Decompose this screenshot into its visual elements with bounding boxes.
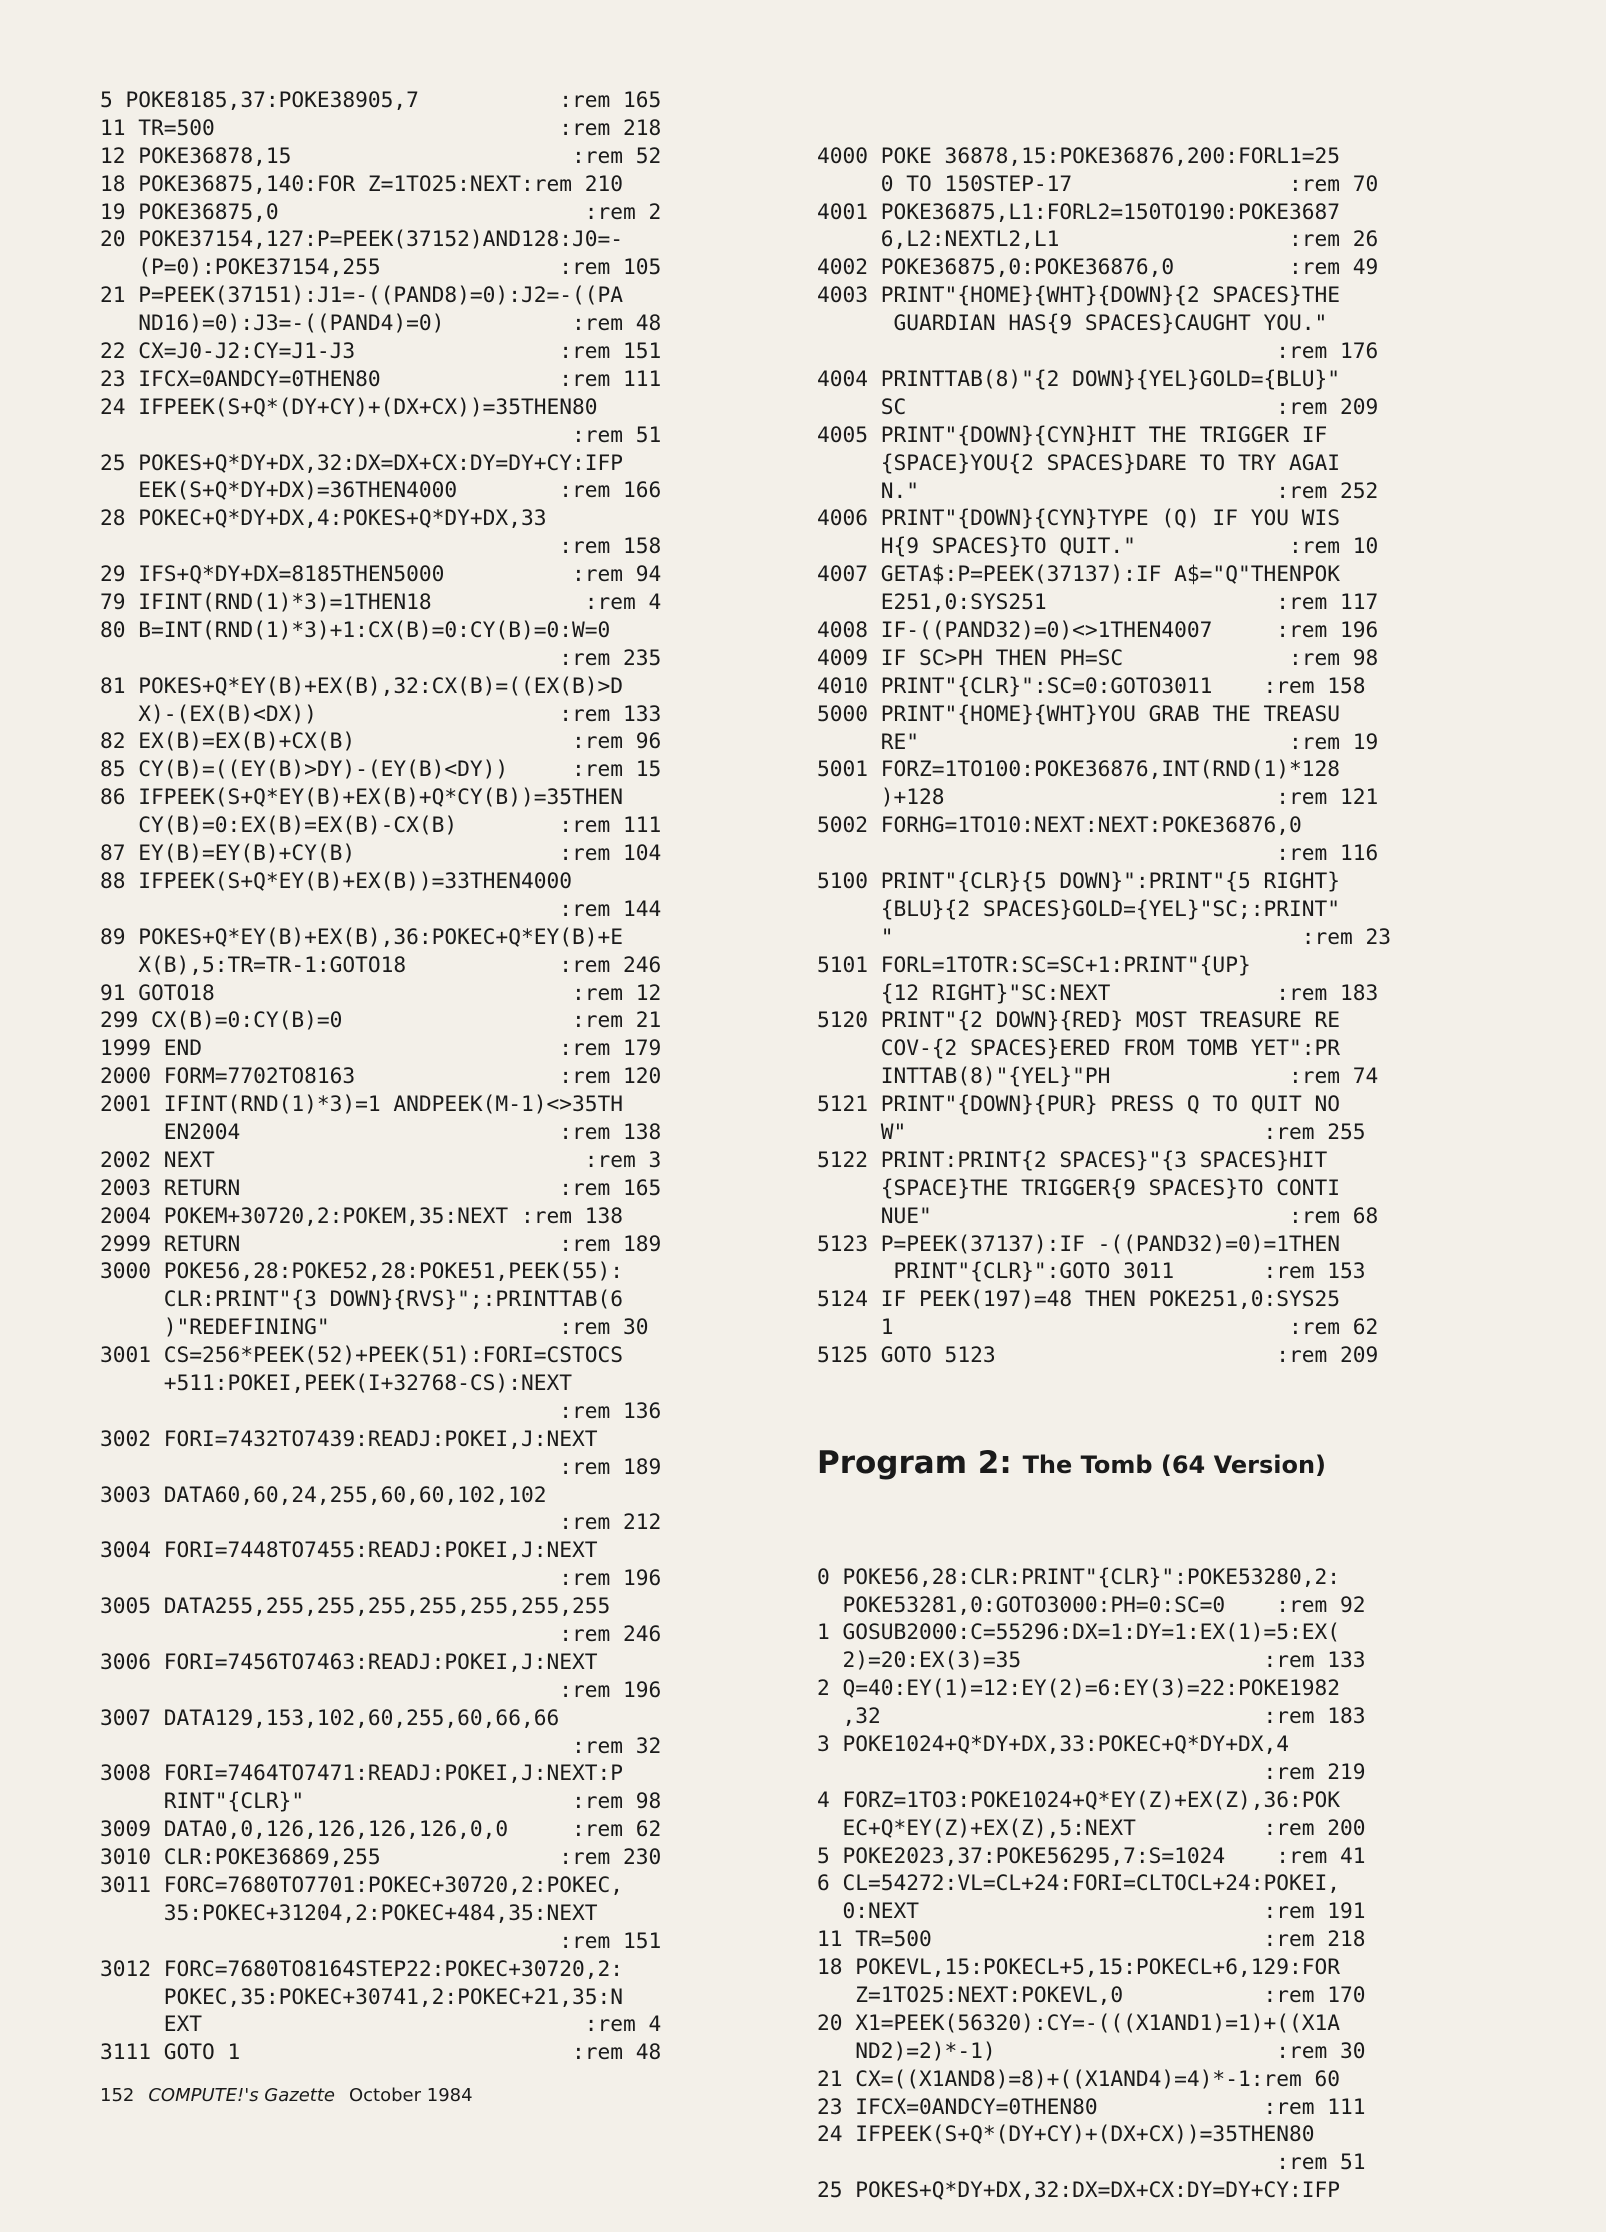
code-line: 5125 GOTO 5123 :rem 209: [817, 1342, 1379, 1368]
program-heading: [817, 1435, 1507, 1491]
code-line: 80 B=INT(RND(1)*3)+1:CX(B)=0:CY(B)=0:W=0: [100, 616, 611, 642]
code-line: )+128 :rem 121: [817, 784, 1379, 810]
magazine-name: COMPUTE!'s Gazette: [148, 2085, 335, 2106]
code-line: 24 IFPEEK(S+Q*(DY+CY)+(DX+CX))=35THEN80: [817, 2121, 1315, 2147]
code-line: 5 POKE8185,37:POKE38905,7 :rem 165: [100, 87, 662, 112]
code-line: 2999 RETURN :rem 189: [100, 1230, 662, 1256]
program-heading-main: Program 2:: [817, 1444, 1023, 1481]
code-line: 4000 POKE 36878,15:POKE36876,200:FORL1=25: [817, 142, 1340, 168]
code-line: INTTAB(8)"{YEL}"PH :rem 74: [817, 1063, 1379, 1089]
code-line: {SPACE}THE TRIGGER{9 SPACES}TO CONTI: [817, 1174, 1340, 1200]
code-line: 5101 FORL=1TOTR:SC=SC+1:PRINT"{UP}: [817, 951, 1251, 977]
code-line: :rem 144: [100, 895, 662, 921]
code-line: 4005 PRINT"{DOWN}{CYN}HIT THE TRIGGER IF: [817, 421, 1328, 447]
code-line: SC :rem 209: [817, 393, 1379, 419]
code-line: 3000 POKE56,28:POKE52,28:POKE51,PEEK(55):: [100, 1258, 623, 1284]
code-line: :rem 51: [817, 2149, 1366, 2175]
code-line: 5 POKE2023,37:POKE56295,7:S=1024 :rem 41: [817, 1842, 1366, 1868]
code-line: 3001 CS=256*PEEK(52)+PEEK(51):FORI=CSTOCS: [100, 1342, 623, 1368]
code-line: 0 POKE56,28:CLR:PRINT"{CLR}":POKE53280,2:: [817, 1563, 1340, 1589]
code-line: CLR:PRINT"{3 DOWN}{RVS}";:PRINTTAB(6: [100, 1286, 623, 1312]
code-line: :rem 196: [100, 1676, 662, 1702]
code-line: 87 EY(B)=EY(B)+CY(B) :rem 104: [100, 840, 662, 866]
code-line: X)-(EX(B)<DX)) :rem 133: [100, 700, 662, 726]
page-number: 152: [100, 2085, 135, 2106]
listing-right-top: [817, 142, 1507, 1369]
code-line: " :rem 23: [817, 923, 1392, 949]
code-line: 2001 IFINT(RND(1)*3)=1 ANDPEEK(M-1)<>35TH: [100, 1091, 623, 1117]
code-line: 2000 FORM=7702TO8163 :rem 120: [100, 1063, 662, 1089]
code-line: :rem 219: [817, 1758, 1366, 1784]
code-line: 2)=20:EX(3)=35 :rem 133: [817, 1647, 1366, 1673]
code-line: NUE" :rem 68: [817, 1202, 1379, 1228]
code-line: 5120 PRINT"{2 DOWN}{RED} MOST TREASURE RE: [817, 1007, 1340, 1033]
code-line: EN2004 :rem 138: [100, 1118, 662, 1144]
code-line: 4 FORZ=1TO3:POKE1024+Q*EY(Z)+EX(Z),36:POK: [817, 1786, 1340, 1812]
code-line: 4002 POKE36875,0:POKE36876,0 :rem 49: [817, 254, 1379, 280]
code-line: :rem 51: [100, 421, 662, 447]
code-line: 23 IFCX=0ANDCY=0THEN80 :rem 111: [817, 2093, 1366, 2119]
code-line: 6,L2:NEXTL2,L1 :rem 26: [817, 226, 1379, 252]
code-line: 299 CX(B)=0:CY(B)=0 :rem 21: [100, 1007, 662, 1033]
code-line: 5001 FORZ=1TO100:POKE36876,INT(RND(1)*128: [817, 756, 1340, 782]
code-line: 18 POKE36875,140:FOR Z=1TO25:NEXT:rem 210: [100, 170, 623, 196]
listing-left-column: [100, 86, 800, 2066]
code-line: 19 POKE36875,0 :rem 2: [100, 198, 662, 224]
issue-date: October 1984: [348, 2085, 473, 2106]
code-line: N." :rem 252: [817, 477, 1379, 503]
code-line: CY(B)=0:EX(B)=EX(B)-CX(B) :rem 111: [100, 812, 662, 838]
code-line: :rem 196: [100, 1565, 662, 1591]
code-line: 11 TR=500 :rem 218: [817, 1926, 1366, 1952]
code-line: 4004 PRINTTAB(8)"{2 DOWN}{YEL}GOLD={BLU}": [817, 365, 1340, 391]
listing-right-column: [817, 86, 1507, 2232]
code-line: :rem 189: [100, 1453, 662, 1479]
code-line: 28 POKEC+Q*DY+DX,4:POKES+Q*DY+DX,33: [100, 505, 547, 531]
code-line: :rem 151: [100, 1927, 662, 1953]
code-line: 4006 PRINT"{DOWN}{CYN}TYPE (Q) IF YOU WIS: [817, 505, 1340, 531]
code-line: 5000 PRINT"{HOME}{WHT}YOU GRAB THE TREASU: [817, 700, 1340, 726]
code-line: )"REDEFINING" :rem 30: [100, 1314, 649, 1340]
code-line: 2003 RETURN :rem 165: [100, 1174, 662, 1200]
code-line: {BLU}{2 SPACES}GOLD={YEL}"SC;:PRINT": [817, 895, 1340, 921]
code-line: 23 IFCX=0ANDCY=0THEN80 :rem 111: [100, 365, 662, 391]
code-line: 3011 FORC=7680TO7701:POKEC+30720,2:POKEC,: [100, 1872, 623, 1897]
code-line: {SPACE}YOU{2 SPACES}DARE TO TRY AGAI: [817, 449, 1340, 475]
code-line: E251,0:SYS251 :rem 117: [817, 589, 1379, 615]
code-line: 5121 PRINT"{DOWN}{PUR} PRESS Q TO QUIT NO: [817, 1091, 1340, 1117]
code-line: 3111 GOTO 1 :rem 48: [100, 2039, 662, 2065]
code-line: 25 POKES+Q*DY+DX,32:DX=DX+CX:DY=DY+CY:IFP: [100, 449, 623, 475]
code-line: 5122 PRINT:PRINT{2 SPACES}"{3 SPACES}HIT: [817, 1146, 1328, 1172]
code-line: 89 POKES+Q*EY(B)+EX(B),36:POKEC+Q*EY(B)+E: [100, 923, 623, 949]
code-line: 24 IFPEEK(S+Q*(DY+CY)+(DX+CX))=35THEN80: [100, 393, 598, 419]
code-line: 3012 FORC=7680TO8164STEP22:POKEC+30720,2:: [100, 1955, 623, 1981]
code-line: (P=0):POKE37154,255 :rem 105: [100, 254, 662, 280]
code-line: EC+Q*EY(Z)+EX(Z),5:NEXT :rem 200: [817, 1814, 1366, 1840]
code-line: 1 GOSUB2000:C=55296:DX=1:DY=1:EX(1)=5:EX(: [817, 1619, 1340, 1645]
code-line: 3009 DATA0,0,126,126,126,126,0,0 :rem 62: [100, 1816, 662, 1842]
code-line: 11 TR=500 :rem 218: [100, 114, 662, 140]
code-line: 1999 END :rem 179: [100, 1035, 662, 1061]
code-line: :rem 176: [817, 338, 1379, 364]
code-line: 25 POKES+Q*DY+DX,32:DX=DX+CX:DY=DY+CY:IFP: [817, 2177, 1340, 2203]
code-line: 81 POKES+Q*EY(B)+EX(B),32:CX(B)=((EX(B)>D: [100, 672, 623, 698]
code-line: H{9 SPACES}TO QUIT." :rem 10: [817, 533, 1379, 559]
code-line: RE" :rem 19: [817, 728, 1379, 754]
code-line: 35:POKEC+31204,2:POKEC+484,35:NEXT: [100, 1899, 598, 1925]
code-line: {12 RIGHT}"SC:NEXT :rem 183: [817, 979, 1379, 1005]
code-line: POKEC,35:POKEC+30741,2:POKEC+21,35:N: [100, 1983, 623, 2009]
code-line: 2002 NEXT :rem 3: [100, 1146, 662, 1172]
code-line: W" :rem 255: [817, 1118, 1366, 1144]
code-line: 82 EX(B)=EX(B)+CX(B) :rem 96: [100, 728, 662, 754]
code-line: 3010 CLR:POKE36869,255 :rem 230: [100, 1844, 662, 1870]
code-line: 0 TO 150STEP-17 :rem 70: [817, 170, 1379, 196]
code-line: X(B),5:TR=TR-1:GOTO18 :rem 246: [100, 951, 662, 977]
code-line: ND2)=2)*-1) :rem 30: [817, 2037, 1366, 2063]
code-line: 5124 IF PEEK(197)=48 THEN POKE251,0:SYS25: [817, 1286, 1340, 1312]
code-line: 29 IFS+Q*DY+DX=8185THEN5000 :rem 94: [100, 561, 662, 587]
code-line: 3004 FORI=7448TO7455:READJ:POKEI,J:NEXT: [100, 1537, 598, 1563]
code-line: 3005 DATA255,255,255,255,255,255,255,255: [100, 1593, 611, 1619]
code-line: 3 POKE1024+Q*DY+DX,33:POKEC+Q*DY+DX,4: [817, 1730, 1289, 1756]
code-line: 1 :rem 62: [817, 1314, 1379, 1340]
code-line: POKE53281,0:GOTO3000:PH=0:SC=0 :rem 92: [817, 1591, 1366, 1617]
code-line: 2 Q=40:EY(1)=12:EY(2)=6:EY(3)=22:POKE1982: [817, 1675, 1340, 1701]
program-heading-sub: The Tomb (64 Version): [1022, 1450, 1327, 1479]
code-line: :rem 158: [100, 533, 662, 559]
code-line: 3003 DATA60,60,24,255,60,60,102,102: [100, 1481, 547, 1507]
code-line: :rem 32: [100, 1732, 662, 1758]
code-line: 4009 IF SC>PH THEN PH=SC :rem 98: [817, 644, 1379, 670]
code-line: 21 P=PEEK(37151):J1=-((PAND8)=0):J2=-((PA: [100, 282, 623, 308]
code-line: 86 IFPEEK(S+Q*EY(B)+EX(B)+Q*CY(B))=35THEN: [100, 784, 623, 810]
code-line: 4003 PRINT"{HOME}{WHT}{DOWN}{2 SPACES}THE: [817, 282, 1340, 308]
code-line: 4007 GETA$:P=PEEK(37137):IF A$="Q"THENPOK: [817, 561, 1340, 587]
code-line: ND16)=0):J3=-((PAND4)=0) :rem 48: [100, 310, 662, 336]
code-line: :rem 136: [100, 1397, 662, 1423]
code-line: 6 CL=54272:VL=CL+24:FORI=CLTOCL+24:POKEI,: [817, 1870, 1340, 1896]
code-line: 91 GOTO18 :rem 12: [100, 979, 662, 1005]
code-line: :rem 116: [817, 840, 1379, 866]
code-line: +511:POKEI,PEEK(I+32768-CS):NEXT: [100, 1369, 572, 1395]
code-line: PRINT"{CLR}":GOTO 3011 :rem 153: [817, 1258, 1366, 1284]
code-line: 18 POKEVL,15:POKECL+5,15:POKECL+6,129:FOR: [817, 1954, 1340, 1980]
code-line: 2004 POKEM+30720,2:POKEM,35:NEXT :rem 138: [100, 1202, 623, 1228]
code-line: 4010 PRINT"{CLR}":SC=0:GOTO3011 :rem 158: [817, 672, 1366, 698]
code-line: 3008 FORI=7464TO7471:READJ:POKEI,J:NEXT:P: [100, 1760, 623, 1786]
code-line: RINT"{CLR}" :rem 98: [100, 1788, 662, 1814]
code-line: EEK(S+Q*DY+DX)=36THEN4000 :rem 166: [100, 477, 662, 503]
code-line: 5123 P=PEEK(37137):IF -((PAND32)=0)=1THEN: [817, 1230, 1340, 1256]
code-line: 3002 FORI=7432TO7439:READJ:POKEI,J:NEXT: [100, 1425, 598, 1451]
code-line: 3007 DATA129,153,102,60,255,60,66,66: [100, 1704, 560, 1730]
code-line: 3006 FORI=7456TO7463:READJ:POKEI,J:NEXT: [100, 1648, 598, 1674]
code-line: EXT :rem 4: [100, 2011, 662, 2037]
code-line: 4008 IF-((PAND32)=0)<>1THEN4007 :rem 196: [817, 616, 1379, 642]
code-line: 20 POKE37154,127:P=PEEK(37152)AND128:J0=-: [100, 226, 623, 252]
code-line: 20 X1=PEEK(56320):CY=-(((X1AND1)=1)+((X1A: [817, 2009, 1340, 2035]
listing-right-bottom: [817, 1563, 1507, 2204]
code-line: GUARDIAN HAS{9 SPACES}CAUGHT YOU.": [817, 310, 1328, 336]
code-line: COV-{2 SPACES}ERED FROM TOMB YET":PR: [817, 1035, 1340, 1061]
code-line: 79 IFINT(RND(1)*3)=1THEN18 :rem 4: [100, 589, 662, 615]
code-line: 5100 PRINT"{CLR}{5 DOWN}":PRINT"{5 RIGHT}: [817, 867, 1340, 893]
page-footer: [100, 2085, 473, 2106]
code-line: :rem 246: [100, 1620, 662, 1646]
code-line: 85 CY(B)=((EY(B)>DY)-(EY(B)<DY)) :rem 15: [100, 756, 662, 782]
code-line: 5002 FORHG=1TO10:NEXT:NEXT:POKE36876,0: [817, 812, 1302, 838]
code-line: 88 IFPEEK(S+Q*EY(B)+EX(B))=33THEN4000: [100, 867, 572, 893]
code-line: :rem 212: [100, 1509, 662, 1535]
code-line: 0:NEXT :rem 191: [817, 1898, 1366, 1924]
code-line: ,32 :rem 183: [817, 1703, 1366, 1729]
code-line: :rem 235: [100, 644, 662, 670]
code-line: 12 POKE36878,15 :rem 52: [100, 142, 662, 168]
code-line: Z=1TO25:NEXT:POKEVL,0 :rem 170: [817, 1981, 1366, 2007]
code-line: 4001 POKE36875,L1:FORL2=150TO190:POKE3687: [817, 198, 1340, 224]
code-line: 22 CX=J0-J2:CY=J1-J3 :rem 151: [100, 338, 662, 364]
code-line: 21 CX=((X1AND8)=8)+((X1AND4)=4)*-1:rem 60: [817, 2065, 1340, 2091]
